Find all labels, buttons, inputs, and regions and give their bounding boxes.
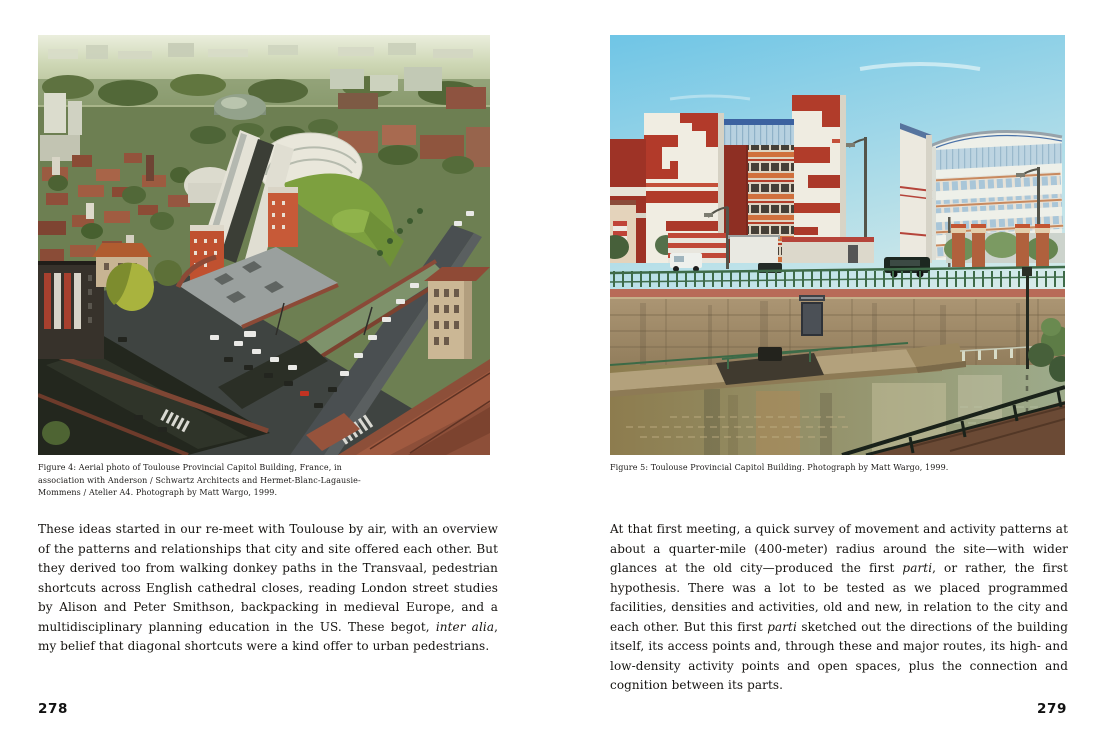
left-body-paragraph: These ideas started in our re-meet with Toulouse by air, with an overview of the patterns and relationships that city and site offered each other. But they derived too from walking donkey paths in the Transvaal, pedestrian shortcuts across English cathedral closes, reading London street studies by Alison and Peter Smithson, backpacking in medieval Europe, and a multidisciplinary planning education in the US. These begot, inter alia, my belief that diagonal shortcuts were a kind offer to urban pedestrians. [38,522,498,653]
right-body-paragraph: At that first meeting, a quick survey of movement and activity patterns at about a quarter-mile (400-meter) radius around the site—with wider glances at the old city—produced the first parti, or rather, the first hypothesis. There was a lot to be tested as we placed programmed facilities, densities and activities, old and new, in relation to the city and each other. But this first parti sketched out the directions of the building itself, its access points and, through these and major routes, its high- and low-density activity points and open spaces, plus the connection and cognition between its parts. [610,522,1068,692]
figure-4-photo [38,35,490,455]
lock-machinery [758,347,782,361]
figure-5-canal-illustration [610,35,1065,455]
figure-4-aerial-illustration [38,35,490,455]
wall-door [802,303,822,335]
page-number-left: 278 [38,701,68,717]
page-number-right: 279 [1037,701,1067,717]
dome-building [214,94,266,120]
figure-4-caption: Figure 4: Aerial photo of Toulouse Provincial Capitol Building, France, in association with Anderson / Schwartz Architects and Hermet-Blanc-Lagausie-Mommens / Atelier A4. Photograph by Matt Wargo, 1999. [38,463,361,497]
figure-5-caption: Figure 5: Toulouse Provincial Capitol Building. Photograph by Matt Wargo, 1999. [610,463,949,472]
figure-5-photo [610,35,1065,455]
